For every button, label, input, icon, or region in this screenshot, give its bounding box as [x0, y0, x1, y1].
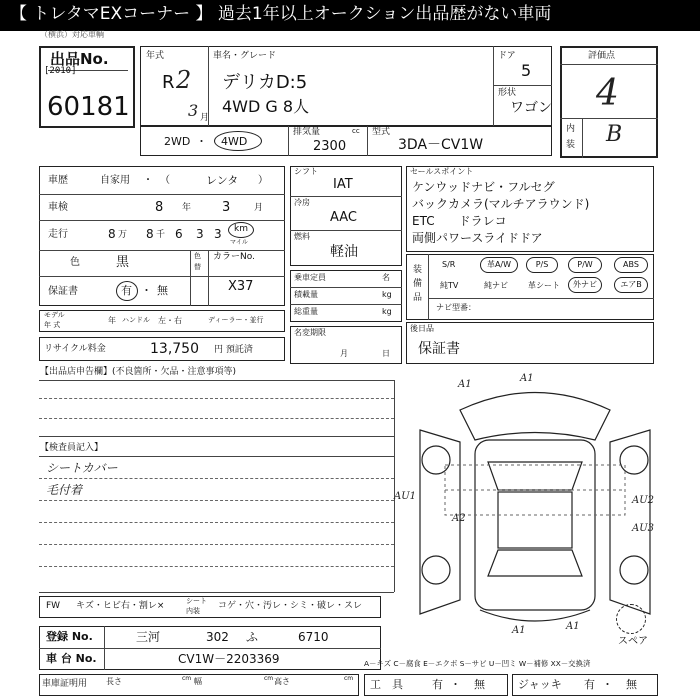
model-row-label-bottom: 年 式 [44, 321, 61, 329]
venue-note: （横浜）対応車輌 [40, 30, 104, 39]
gross-label: 総重量 [294, 307, 318, 316]
registration-class: 302 [206, 630, 229, 644]
model-year-label: 年式 [146, 51, 165, 61]
drive-2wd: 2WD [164, 135, 191, 148]
mileage-d1: 8 [108, 227, 116, 241]
equip-extnavi-oval [568, 277, 602, 293]
color-change-top: 色 [194, 252, 201, 260]
model-row-dealer: ディーラー・並行 [208, 316, 264, 324]
mileage-unit-km: km [234, 224, 248, 234]
name-grade-label: 車名・グレード [213, 51, 277, 61]
registration-label: 登録 No. [46, 630, 93, 643]
sales-point-line-2: バックカメラ(マルチアラウンド) [412, 197, 590, 211]
inspector-label: 【検査員記入】 [40, 443, 104, 453]
doors-label: ドア [498, 51, 516, 61]
lot-number: 60181 [47, 92, 130, 122]
garage-cert-length: 長さ [106, 677, 122, 686]
equip-pw: P/W [577, 260, 593, 269]
sales-points-label: セールスポイント [410, 167, 474, 176]
model-year-month: 3 [188, 101, 199, 120]
lot-label: 出品No. [50, 50, 109, 68]
condition-seat-top: シート [186, 597, 207, 605]
ac-value: AAC [330, 210, 357, 225]
tools-yes: 有 [432, 678, 443, 691]
warranty-yes: 有 [121, 284, 132, 297]
equip-tv: 純TV [440, 281, 459, 290]
body-shape-value: ワゴン [510, 100, 552, 116]
mileage-u2: 千 [156, 230, 166, 240]
equip-extnavi: 外ナビ [573, 280, 597, 289]
drive-sep: ・ [196, 135, 207, 148]
equip-aw: 革A/W [486, 260, 512, 269]
inspection-month-unit: 月 [254, 203, 264, 213]
recycle-unit: 円 預託済 [214, 345, 253, 355]
vehicle-damage-diagram [400, 370, 670, 640]
sales-point-line-4: 両側パワースライドドア [412, 231, 543, 245]
wheel-front-right [620, 446, 648, 474]
tools-no: 無 [474, 678, 485, 691]
inspector-line-2: 毛付着 [46, 483, 83, 497]
color-label: 色 [70, 257, 80, 268]
load-label: 積載量 [294, 290, 318, 299]
spare-tire-icon [616, 604, 646, 634]
mileage-d4: 3 [196, 227, 204, 241]
garage-cert-width-unit: cm [264, 675, 274, 682]
recycle-label: リサイクル料金 [44, 344, 106, 354]
wheel-rear-left [422, 556, 450, 584]
displacement-label: 排気量 [293, 127, 321, 137]
equip-airbag: エアB [620, 280, 642, 289]
exhibitor-report: 【出品店申告欄】(不良箇所・欠品・注意事項等) [40, 367, 237, 377]
warranty-no: 無 [157, 284, 168, 297]
color-no-label: カラーNo. [213, 252, 255, 262]
wheel-rear-right [620, 556, 648, 584]
jack-yes: 有 [584, 678, 595, 691]
model-year-era: R [162, 72, 175, 93]
warranty-sep: ・ [141, 284, 152, 297]
body-shape-label: 形状 [498, 88, 517, 98]
inspection-year: 8 [155, 200, 164, 215]
condition-fw-items: キズ・ヒビ右・割レ× [76, 601, 165, 611]
registration-kana: ふ [246, 630, 259, 644]
capacity-label: 乗車定員 [294, 273, 326, 282]
score-label: 評価点 [588, 51, 616, 61]
wheel-front-left [422, 446, 450, 474]
ac-label: 冷房 [294, 198, 310, 207]
interior-label-bottom: 装 [566, 140, 576, 150]
color-value: 黒 [116, 255, 130, 270]
tools-label: 工 具 [370, 678, 403, 691]
model-row-label-top: モデル [44, 311, 65, 319]
model-year-month-unit: 月 [200, 113, 210, 123]
diagram-mark-au1: AU1 [394, 491, 417, 502]
displacement-value: 2300 [313, 139, 347, 154]
car-roof [498, 492, 572, 548]
history-private: 自家用 [100, 175, 130, 186]
model-row-handle-label: ハンドル [122, 316, 150, 324]
car-front-bumper [480, 610, 590, 621]
warranty-label: 保証書 [48, 286, 78, 297]
color-change-bottom: 替 [194, 263, 201, 271]
color-no-value: X37 [228, 279, 254, 294]
garage-cert-length-unit: cm [182, 675, 192, 682]
garage-cert-height: 高さ [274, 677, 290, 686]
garage-cert-label: 車庫証明用 [42, 679, 88, 689]
condition-seat-bottom: 内装 [186, 607, 200, 615]
diagram-mark-au2: AU2 [632, 495, 655, 506]
sales-point-line-3: ETC ドラレコ [412, 214, 507, 228]
jack-no: 無 [626, 678, 637, 691]
interior-value: B [606, 122, 623, 147]
mileage-label: 走行 [48, 229, 68, 240]
model-year-value: 2 [176, 66, 192, 94]
inspector-line-1: シートカバー [46, 461, 118, 475]
car-right-side [610, 430, 650, 614]
mileage-d3: 6 [175, 227, 183, 241]
inspection-month: 3 [222, 200, 231, 215]
gross-unit: kg [382, 307, 392, 316]
sales-point-line-1: ケンウッドナビ・フルセグ [412, 180, 555, 194]
after-docs-label: 後日品 [410, 324, 434, 333]
history-sep: ・ [143, 175, 153, 186]
chassis-label: 車 台 No. [46, 652, 97, 665]
equipment-label-mid: 備 [413, 279, 423, 289]
load-unit: kg [382, 290, 392, 299]
car-grade: 4WD G 8人 [222, 97, 310, 116]
diagram-mark-a1-bottom-right: A1 [566, 621, 580, 632]
garage-cert-height-unit: cm [344, 675, 354, 682]
equip-sr: S/R [442, 260, 456, 269]
spare-label: スペア [618, 636, 648, 647]
garage-cert-width: 幅 [194, 677, 202, 686]
tools-sep: ・ [450, 678, 461, 691]
equip-abs-oval [614, 257, 648, 273]
registration-region: 三河 [136, 630, 161, 644]
jack-sep: ・ [602, 678, 613, 691]
shift-value: IAT [333, 177, 353, 192]
mileage-d5: 3 [214, 227, 222, 241]
mileage-unit-mile: マイル [230, 239, 248, 246]
lot-year-tag: [2010] [44, 66, 77, 76]
banner-title: 【 トレタマEXコーナー 】 過去1年以上オークション出品歴がない車両 [10, 4, 552, 24]
diagram-mark-a1-bottom-left: A1 [512, 625, 526, 636]
equip-navi: 純ナビ [484, 281, 508, 290]
equipment-label-bottom: 品 [413, 293, 423, 303]
car-windshield [488, 462, 582, 490]
diagram-mark-a1-top-right: A1 [520, 373, 534, 384]
model-code-value: 3DA－CV1W [398, 137, 484, 153]
score-value: 4 [596, 73, 619, 114]
history-close: ） [258, 175, 268, 186]
displacement-unit: cc [352, 127, 360, 135]
history-label: 車歴 [48, 175, 68, 186]
equip-pw-oval [568, 257, 602, 273]
model-code-label: 型式 [372, 127, 391, 137]
name-change-label: 名変期限 [294, 328, 326, 337]
inspection-year-unit: 年 [182, 203, 192, 213]
inspection-label: 車検 [48, 202, 68, 213]
name-change-month: 月 [340, 349, 348, 358]
fuel-label: 燃料 [294, 232, 310, 241]
equip-seat: 革シート [528, 281, 560, 290]
drive-4wd: 4WD [221, 135, 248, 148]
name-change-day: 日 [382, 349, 390, 358]
capacity-unit: 名 [382, 273, 390, 282]
equipment-label-top: 装 [413, 265, 423, 275]
after-docs-value: 保証書 [418, 341, 460, 357]
condition-seat-items: コゲ・穴・汚レ・シミ・破レ・スレ [218, 601, 363, 611]
fuel-value: 軽油 [330, 244, 358, 260]
doors-value: 5 [521, 61, 532, 80]
equip-ps-oval [526, 257, 558, 273]
jack-label: ジャッキ [518, 678, 562, 691]
damage-legend: A－キズ C－腐食 E－エクボ S－サビ U－凹ミ W－補修 XX－交換済 [364, 659, 591, 668]
shift-label: シフト [294, 167, 318, 176]
diagram-mark-a2: A2 [452, 513, 466, 524]
diagram-mark-au3: AU3 [632, 523, 655, 534]
diagram-mark-a1-top-left: A1 [458, 379, 472, 390]
model-row-year-unit: 年 [108, 316, 116, 325]
equip-airbag-oval [614, 277, 648, 293]
recycle-value: 13,750 [150, 341, 199, 357]
interior-label-top: 内 [566, 124, 576, 134]
equip-abs: ABS [623, 260, 639, 269]
chassis-value: CV1W－2203369 [178, 652, 280, 666]
mileage-d2: 8 [146, 227, 154, 241]
condition-fw: FW [46, 601, 61, 611]
model-row-handle: 左・右 [158, 316, 182, 325]
registration-number: 6710 [298, 630, 329, 644]
history-rental: レンタ [206, 174, 239, 187]
history-open: （ [160, 175, 170, 186]
equip-ps: P/S [535, 260, 549, 269]
mileage-u1: 万 [118, 230, 128, 240]
car-roof-outline [460, 393, 610, 441]
car-name: デリカD:5 [222, 72, 308, 93]
car-rear-window [488, 550, 582, 576]
equip-nav-model-label: ナビ型番： [436, 303, 476, 312]
equip-aw-oval [480, 257, 518, 273]
